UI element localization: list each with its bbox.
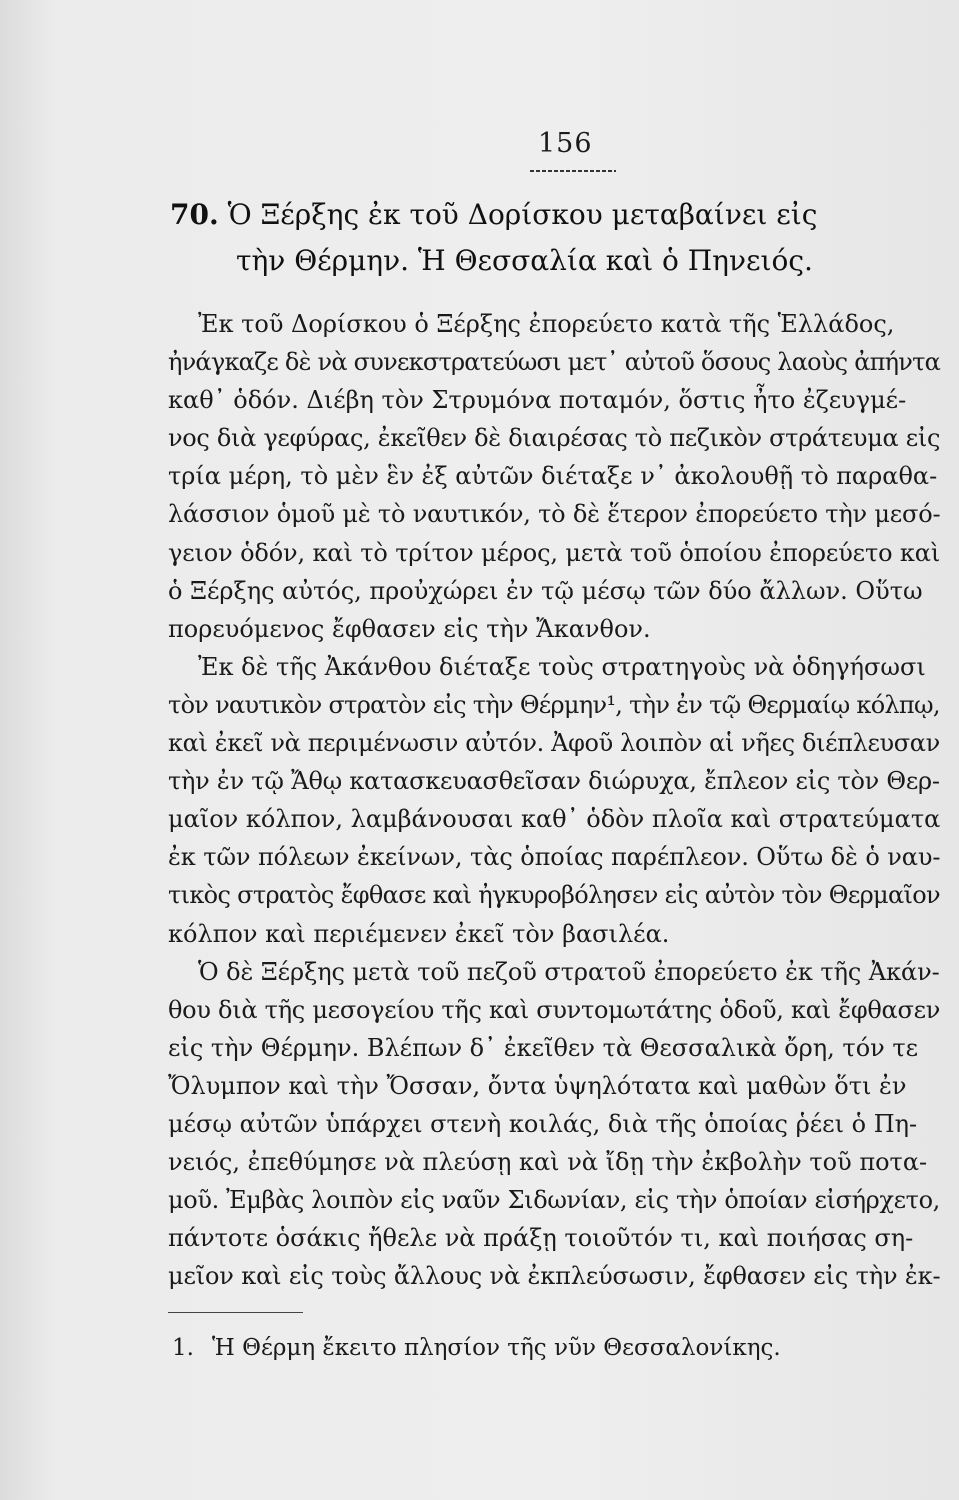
text-line: μέσῳ αὐτῶν ὑπάρχει στενὴ κοιλάς, διὰ τῆς ὁποίας ῥέει ὁ Πη-: [168, 1109, 918, 1138]
text-line: τικὸς στρατὸς ἔφθασε καὶ ἠγκυροβόλησεν εἰς αὐτὸν τὸν Θερμαῖον: [168, 881, 940, 910]
text-line: λάσσιον ὁμοῦ μὲ τὸ ναυτικόν, τὸ δὲ ἕτερον ἐπορεύετο τὴν μεσό-: [168, 500, 941, 529]
text-line: γειον ὁδόν, καὶ τὸ τρίτον μέρος, μετὰ τοῦ ὁποίου ἐπορεύετο καὶ: [168, 538, 941, 567]
heading-line-2: τὴν Θέρμην. Ἡ Θεσσαλία καὶ ὁ Πηνειός.: [236, 244, 813, 277]
page-number: 156: [538, 128, 593, 159]
text-line: ἐκ τῶν πόλεων ἐκείνων, τὰς ὁποίας παρέπλεον. Οὕτω δὲ ὁ ναυ-: [168, 843, 941, 872]
footnote-separator: [168, 1312, 303, 1313]
text-line: Ὁ δὲ Ξέρξης μετὰ τοῦ πεζοῦ στρατοῦ ἐπορεύετο ἐκ τῆς Ἀκάν-: [198, 957, 940, 986]
text-line: θου διὰ τῆς μεσογείου τῆς καὶ συντομωτάτης ὁδοῦ, καὶ ἔφθασεν: [168, 995, 941, 1024]
footnote-mark: 1.: [172, 1335, 194, 1361]
text-line: πάντοτε ὁσάκις ἤθελε νὰ πράξῃ τοιοῦτόν τι, καὶ ποιήσας ση-: [168, 1224, 914, 1253]
heading-line-1: [170, 192, 955, 238]
text-line: Ἐκ τοῦ Δορίσκου ὁ Ξέρξης ἐπορεύετο κατὰ τῆς Ἑλλάδος,: [198, 310, 895, 338]
page-number-underline: [530, 170, 616, 172]
text-line: μαῖον κόλπον, λαμβάνουσαι καθ᾽ ὁδὸν πλοῖα καὶ στρατεύματα: [168, 805, 941, 834]
text-line: μεῖον καὶ εἰς τοὺς ἄλλους νὰ ἐκπλεύσωσιν, ἔφθασεν εἰς τὴν ἐκ-: [168, 1262, 941, 1291]
text-line: εἰς τὴν Θέρμην. Βλέπων δ᾽ ἐκεῖθεν τὰ Θεσσαλικὰ ὄρη, τόν τε: [168, 1033, 919, 1062]
heading-text-1: Ὁ Ξέρξης ἐκ τοῦ Δορίσκου μεταβαίνει εἰς: [227, 198, 818, 231]
footnote-text: Ἡ Θέρμη ἔκειτο πλησίον τῆς νῦν Θεσσαλονίκης.: [211, 1335, 781, 1361]
text-line: Ἐκ δὲ τῆς Ἀκάνθου διέταξε τοὺς στρατηγοὺς νὰ ὁδηγήσωσι: [198, 652, 926, 681]
text-line: κόλπον καὶ περιέμενεν ἐκεῖ τὸν βασιλέα.: [168, 919, 670, 948]
text-line: τρία μέρη, τὸ μὲν ἓν ἐξ αὐτῶν διέταξε ν᾽ ἀκολουθῇ τὸ παραθα-: [168, 462, 938, 491]
text-line: ἠνάγκαζε δὲ νὰ συνεκστρατεύωσι μετ᾽ αὐτοῦ ὅσους λαοὺς ἀπήντα: [168, 348, 941, 377]
text-line: τὸν ναυτικὸν στρατὸν εἰς τὴν Θέρμην¹, τὴν ἐν τῷ Θερμαίῳ κόλπῳ,: [168, 690, 940, 719]
text-line: μοῦ. Ἐμβὰς λοιπὸν εἰς ναῦν Σιδωνίαν, εἰς τὴν ὁποίαν εἰσήρχετο,: [168, 1186, 940, 1215]
text-line: νος διὰ γεφύρας, ἐκεῖθεν δὲ διαιρέσας τὸ πεζικὸν στράτευμα εἰς: [168, 424, 941, 453]
text-line: ὁ Ξέρξης αὐτός, προὐχώρει ἐν τῷ μέσῳ τῶν δύο ἄλλων. Οὕτω: [168, 576, 923, 605]
text-line: τὴν ἐν τῷ Ἄθῳ κατασκευασθεῖσαν διώρυχα, ἔπλεον εἰς τὸν Θερ-: [168, 767, 940, 796]
section-number: 70.: [170, 198, 219, 231]
footnote: [172, 1332, 781, 1364]
body-text: [168, 305, 941, 1295]
text-line: πορευόμενος ἔφθασεν εἰς τὴν Ἄκανθον.: [168, 614, 651, 643]
text-line: καὶ ἐκεῖ νὰ περιμένωσιν αὐτόν. Ἀφοῦ λοιπὸν αἱ νῆες διέπλευσαν: [168, 729, 940, 758]
text-line: καθ᾽ ὁδόν. Διέβη τὸν Στρυμόνα ποταμόν, ὅστις ἦτο ἐζευγμέ-: [168, 386, 907, 415]
text-line: νειός, ἐπεθύμησε νὰ πλεύσῃ καὶ νὰ ἴδῃ τὴν ἐκβολὴν τοῦ ποτα-: [168, 1148, 928, 1177]
text-line: Ὄλυμπον καὶ τὴν Ὄσσαν, ὄντα ὑψηλότατα καὶ μαθὼν ὅτι ἐν: [168, 1071, 907, 1100]
section-heading: [170, 192, 955, 284]
